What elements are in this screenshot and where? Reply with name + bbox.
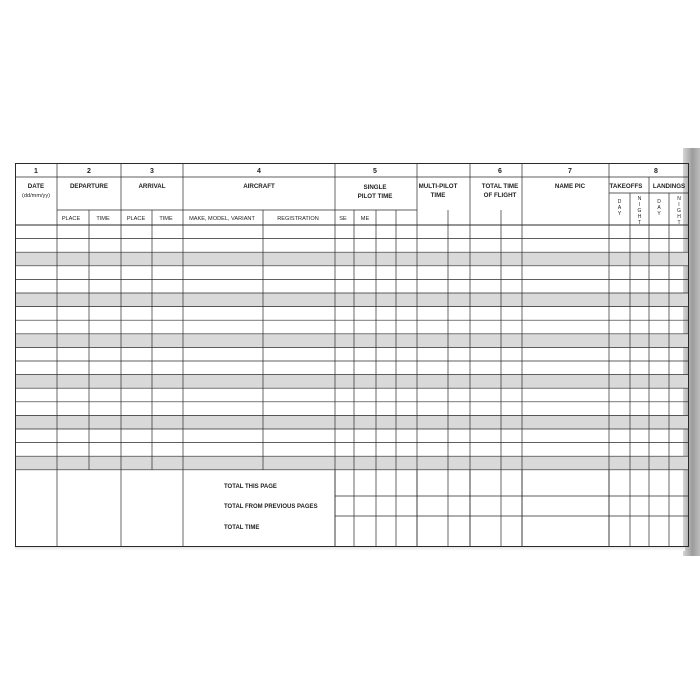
table-row[interactable] <box>15 279 689 293</box>
table-row[interactable] <box>15 375 689 389</box>
table-row[interactable] <box>15 266 689 280</box>
header-multi-pilot-1: MULTI-PILOT <box>418 183 458 190</box>
table-row[interactable] <box>15 443 689 457</box>
landings-night-label: N I G H T <box>677 196 681 226</box>
total-this-page-label: TOTAL THIS PAGE <box>224 484 277 490</box>
column-headers <box>22 183 685 200</box>
table-row[interactable] <box>15 225 689 239</box>
page-shadow <box>15 547 685 551</box>
col-number-4: 4 <box>257 168 261 175</box>
table-row[interactable] <box>15 320 689 334</box>
table-row[interactable] <box>15 307 689 321</box>
logbook-page <box>15 163 689 547</box>
column-subheaders <box>62 216 370 222</box>
col-number-6: 6 <box>498 168 502 175</box>
subheader-departure-place: PLACE <box>61 216 81 222</box>
header-total-flight-1: TOTAL TIME <box>481 183 519 190</box>
header-single-pilot-2: PILOT TIME <box>357 193 393 200</box>
header-aircraft: AIRCRAFT <box>243 183 275 190</box>
col-number-3: 3 <box>150 168 154 175</box>
table-row[interactable] <box>15 293 689 307</box>
total-previous-pages-label: TOTAL FROM PREVIOUS PAGES <box>224 504 318 510</box>
logbook-table <box>15 163 689 547</box>
table-row[interactable] <box>15 429 689 443</box>
subheader-me: ME <box>360 216 370 222</box>
total-time-label: TOTAL TIME <box>224 525 260 531</box>
table-row[interactable] <box>15 456 689 470</box>
subheader-arrival-time: TIME <box>159 216 173 222</box>
table-row[interactable] <box>15 252 689 266</box>
subheader-arrival-place: PLACE <box>126 216 146 222</box>
col-number-8: 8 <box>654 168 658 175</box>
table-row[interactable] <box>15 388 689 402</box>
takeoffs-night-label: N I G H T <box>637 196 642 226</box>
col-number-7: 7 <box>568 168 572 175</box>
table-row[interactable] <box>15 347 689 361</box>
header-landings: LANDINGS <box>652 183 686 190</box>
day-night-labels <box>618 196 682 226</box>
header-multi-pilot-2: TIME <box>430 192 446 199</box>
table-row[interactable] <box>15 361 689 375</box>
landings-day-label: D A Y <box>657 199 661 217</box>
table-row[interactable] <box>15 334 689 348</box>
table-row[interactable] <box>15 239 689 253</box>
header-name-pic: NAME PIC <box>554 183 586 190</box>
header-departure: DEPARTURE <box>69 183 109 190</box>
header-date-format: (dd/mm/yy) <box>22 193 50 199</box>
header-total-flight-2: OF FLIGHT <box>483 192 517 199</box>
column-numbers <box>34 168 658 175</box>
takeoffs-day-label: D A Y <box>617 199 622 217</box>
subheader-departure-time: TIME <box>96 216 110 222</box>
subheader-se: SE <box>339 216 347 222</box>
col-number-2: 2 <box>87 168 91 175</box>
entry-rows <box>15 225 689 470</box>
header-takeoffs: TAKEOFFS <box>609 183 643 190</box>
table-row[interactable] <box>15 402 689 416</box>
header-single-pilot-1: SINGLE <box>363 184 387 191</box>
totals-labels <box>224 484 318 531</box>
header-date: DATE <box>27 183 45 190</box>
table-row[interactable] <box>15 415 689 429</box>
col-number-1: 1 <box>34 168 38 175</box>
subheader-make-model: MAKE, MODEL, VARIANT <box>189 216 255 222</box>
col-number-5: 5 <box>373 168 377 175</box>
subheader-registration: REGISTRATION <box>277 216 319 222</box>
header-arrival: ARRIVAL <box>138 183 166 190</box>
